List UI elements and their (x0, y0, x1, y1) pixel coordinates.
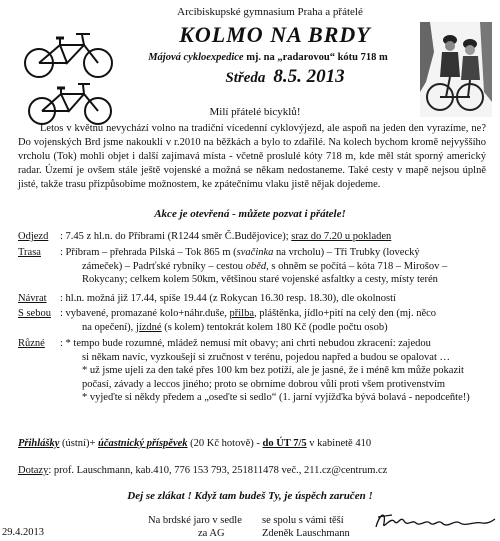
return-label: Návrat (18, 293, 47, 304)
event-date-value: 8.5. 2013 (273, 66, 345, 87)
document-date: 29.4.2013 (2, 527, 44, 538)
contact-line (18, 465, 488, 476)
bring-line-2b: (s kolem) tentokrát kolem 180 Kč (podle počtu osob) (161, 321, 388, 333)
misc-line-4: počasí, závady a leccos jiného; proto se obrníme dobrou vůlí proti všem protivenstvím (82, 378, 446, 390)
bring-label: S sebou (18, 308, 51, 319)
subtitle-rest: mj. na „radarovou“ kótu 718 m (243, 52, 388, 63)
event-day: Středa (225, 70, 266, 86)
organization: Arcibiskupské gymnasium Praha a přátelé (177, 6, 363, 18)
intro-paragraph: Letos v květnu nevychází volno na tradiční vícedenní cyklovýjezd, ale aspoň na jeden den vyrazíme, ne? Do vojenských Brd jsme nakoukli v r.2010 na běžkách a bylo to zdařilé. Na kolech bychom kromě nejvyššího vrcholu (Tok) mohli objet i další zajímavá místa - včetně proslulé kóty 718 m, kde měl stát sporný americký radar. Území je ovšem stále ještě vojenské a možná se někam nedostaneme. Také cesty v mapě nejsou úplně jisté, takže trasu přizpůsobíme možnostem, ke zpátečnímu vlaku jistě nějak dojedeme. (18, 123, 486, 190)
return-row (18, 292, 488, 306)
bicycle-illustration-1 (22, 25, 117, 80)
bring-line-1b: , pláštěnka, jídlo+pití na celý den (mj. něco (254, 308, 437, 319)
signup-line (18, 438, 488, 449)
misc-line-2: si někam navíc, vyzkoušejí si zručnost v terénu, pojedou napřed a budou se opalovat … (82, 351, 450, 363)
bring-line-2a: na opečení), (82, 321, 136, 333)
contact-text: : prof. Lauschmann, kab.410, 776 153 793, 251811478 več., 211.cz@centrum.cz (48, 465, 388, 476)
misc-label: Různé (18, 338, 45, 349)
contact-label: Dotazy (18, 465, 49, 476)
subtitle (118, 52, 418, 63)
signup-deadline: do ÚT 7/5 (262, 438, 307, 449)
signup-fee: účastnický příspěvek (98, 438, 188, 449)
page-title: KOLMO NA BRDY (179, 22, 371, 47)
farewell-line-1: Na brdské jaro v sedle (148, 515, 242, 526)
bicycle-illustration-2 (26, 78, 116, 126)
signup-prefix: Přihlášky (18, 438, 60, 449)
return-text: : hl.n. možná již 17.44, spíše 19.44 (z Rokycan 16.30 resp. 18.30), dle okolností (60, 293, 396, 304)
subtitle-main: Májová cykloexpedice (148, 52, 244, 63)
departure-text: : 7.45 z hl.n. do Příbrami (R1244 směr Č.Budějovice); (60, 231, 289, 242)
misc-row (18, 337, 488, 405)
closing-slogan: Dej se zlákat ! Když tam budeš Ty, je úspěch zaručen ! (127, 490, 373, 502)
bring-ticket: jízdné (135, 321, 162, 333)
misc-line-3: * už jsme ujeli za den také přes 100 km bez potíží, ale je jasné, že i méně km může pokazit (82, 365, 464, 376)
departure-row (18, 230, 488, 244)
route-line-3: Rokycany; celkem kolem 50km, většinou staré vojenské asfaltky a cesty, místy terén (82, 274, 438, 285)
farewell-line-2: za AG (198, 528, 225, 539)
route-label: Trasa (18, 247, 41, 258)
route-line-2a: zámeček) – Padrťské rybníky – cestou (82, 260, 246, 272)
route-snack: svačinka (236, 247, 274, 258)
misc-line-5: * vyjeďte si někdy předem a „oseďte si sedlo“ (1. jarní vyjížďka bývá bolavá - nepodceňte!) (82, 392, 470, 403)
route-line-1a: : Příbram – přehrada Pilská – Tok 865 m ( (60, 247, 237, 258)
signup-room: v kabinetě 410 (306, 438, 372, 449)
cyclists-photo (420, 22, 492, 117)
handwritten-signature (372, 507, 497, 535)
bring-row (18, 307, 488, 334)
bring-line-1a: : vybavené, promazané kolo+náhr.duše, (60, 308, 230, 319)
greeting: Milí přátelé bicyklů! (209, 106, 301, 118)
meeting-point: sraz do 7.20 u pokladen (291, 231, 392, 242)
signoff-line-2: Zdeněk Lauschmann (262, 528, 350, 539)
route-lunch: oběd (245, 260, 267, 272)
signup-oral: (ústní)+ (59, 438, 99, 449)
signoff-line-1: se spolu s vámi těší (262, 515, 344, 526)
departure-label: Odjezd (18, 231, 49, 242)
open-event-slogan: Akce je otevřená - můžete pozvat i přátele! (154, 208, 346, 220)
signup-amount: (20 Kč hotově) - (187, 438, 263, 449)
event-date (175, 66, 395, 88)
misc-line-1: : * tempo bude rozumné, mládež nemusí mít obavy; ani chrti nebudou zkracení: zajedou (60, 338, 431, 349)
route-line-1b: na vrcholu) – Tři Trubky (lovecký (273, 247, 420, 258)
route-line-2b: , s ohněm se počítá – kóta 718 – Mirošov – (266, 260, 448, 272)
bring-helmet: přilba (229, 308, 254, 319)
route-row (18, 246, 488, 287)
